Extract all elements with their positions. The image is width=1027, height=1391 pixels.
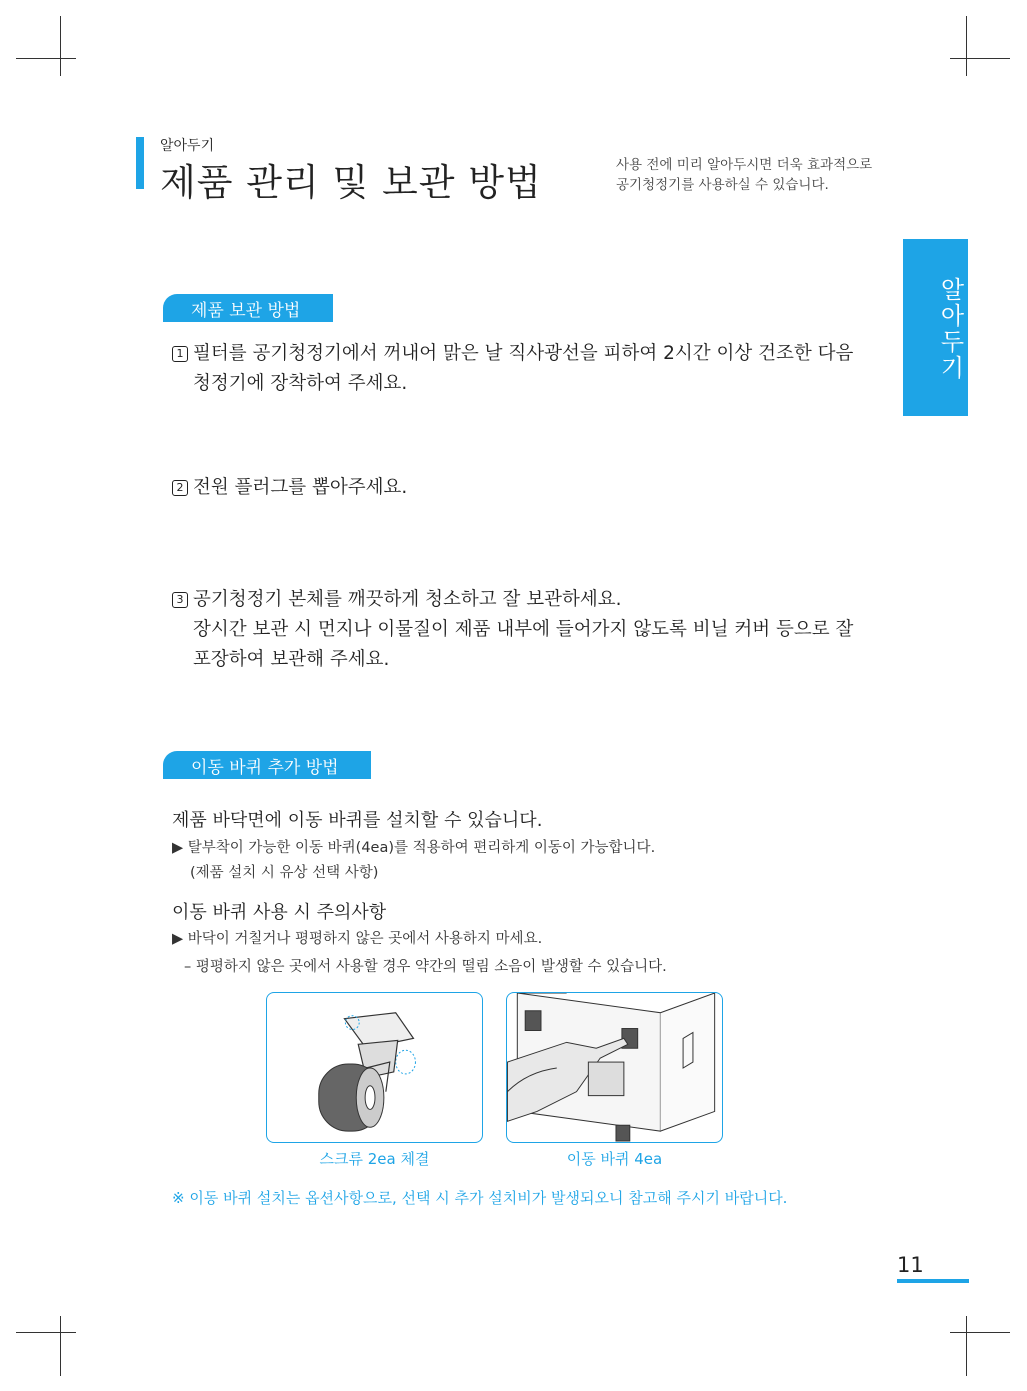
crop-mark xyxy=(966,16,967,76)
caster-wheel-illustration xyxy=(266,992,483,1143)
crop-mark xyxy=(950,1332,1010,1333)
step-number: 3 xyxy=(172,592,188,608)
step-text: 포장하여 보관해 주세요. xyxy=(193,649,390,670)
title-accent-bar xyxy=(136,137,144,189)
storage-step-2 xyxy=(172,473,407,503)
wheels-bullet-rough-floor: ▶ 바닥이 거칠거나 평평하지 않은 곳에서 사용하지 마세요. xyxy=(172,931,543,947)
caption-screw: 스크류 2ea 체결 xyxy=(319,1150,430,1168)
page-number: 11 xyxy=(897,1253,924,1277)
crop-mark xyxy=(60,16,61,76)
caster-wheel-drawing xyxy=(267,993,482,1142)
wheel-mounted-product-illustration xyxy=(506,992,723,1143)
optional-install-note: ※ 이동 바퀴 설치는 옵션사항으로, 선택 시 추가 설치비가 발생되오니 참고해 주시기 바랍니다. xyxy=(172,1189,788,1207)
crop-mark xyxy=(950,58,1010,59)
crop-mark xyxy=(16,1332,76,1333)
wheel-install-drawing xyxy=(507,993,722,1142)
section-label-storage xyxy=(163,294,333,322)
storage-step-3 xyxy=(172,585,853,675)
page-intro-line: 사용 전에 미리 알아두시면 더욱 효과적으로 xyxy=(616,157,873,173)
storage-step-1 xyxy=(172,339,853,399)
side-index-tab-label: 알아두기 xyxy=(936,276,964,381)
step-text: 장시간 보관 시 먼지나 이물질이 제품 내부에 들어가지 않도록 비닐 커버 등으로 잘 xyxy=(193,619,854,640)
wheels-bullet-detachable: ▶ 탈부착이 가능한 이동 바퀴(4ea)를 적용하여 편리하게 이동이 가능합니다. xyxy=(172,840,656,856)
wheels-bullet-note: (제품 설치 시 유상 선택 사항) xyxy=(190,865,379,881)
step-text: 공기청정기 본체를 깨끗하게 청소하고 잘 보관하세요. xyxy=(193,589,622,610)
crop-mark xyxy=(966,1316,967,1376)
step-number: 1 xyxy=(172,346,188,362)
step-text: 필터를 공기청정기에서 꺼내어 맑은 날 직사광선을 피하여 2시간 이상 건조한 다음 xyxy=(193,343,854,364)
page-number-underline xyxy=(897,1279,969,1283)
page-title: 제품 관리 및 보관 방법 xyxy=(160,161,542,204)
section-label-text: 제품 보관 방법 xyxy=(191,300,301,321)
page-intro-line: 공기청정기를 사용하실 수 있습니다. xyxy=(616,177,829,193)
page-category: 알아두기 xyxy=(160,138,215,154)
side-index-tab xyxy=(903,239,968,416)
step-number: 2 xyxy=(172,480,188,496)
wheels-subhead-caution: 이동 바퀴 사용 시 주의사항 xyxy=(172,902,387,923)
wheels-bullet-noise: – 평평하지 않은 곳에서 사용할 경우 약간의 떨림 소음이 발생할 수 있습니다. xyxy=(184,959,667,975)
step-text: 청정기에 장착하여 주세요. xyxy=(193,373,408,394)
page-intro xyxy=(616,155,872,195)
wheels-subhead-install: 제품 바닥면에 이동 바퀴를 설치할 수 있습니다. xyxy=(172,810,543,831)
caption-wheels: 이동 바퀴 4ea xyxy=(566,1150,663,1168)
section-label-text: 이동 바퀴 추가 방법 xyxy=(191,757,339,778)
step-text: 전원 플러그를 뽑아주세요. xyxy=(193,477,408,498)
section-label-wheels xyxy=(163,751,371,779)
crop-mark xyxy=(16,58,76,59)
crop-mark xyxy=(60,1316,61,1376)
